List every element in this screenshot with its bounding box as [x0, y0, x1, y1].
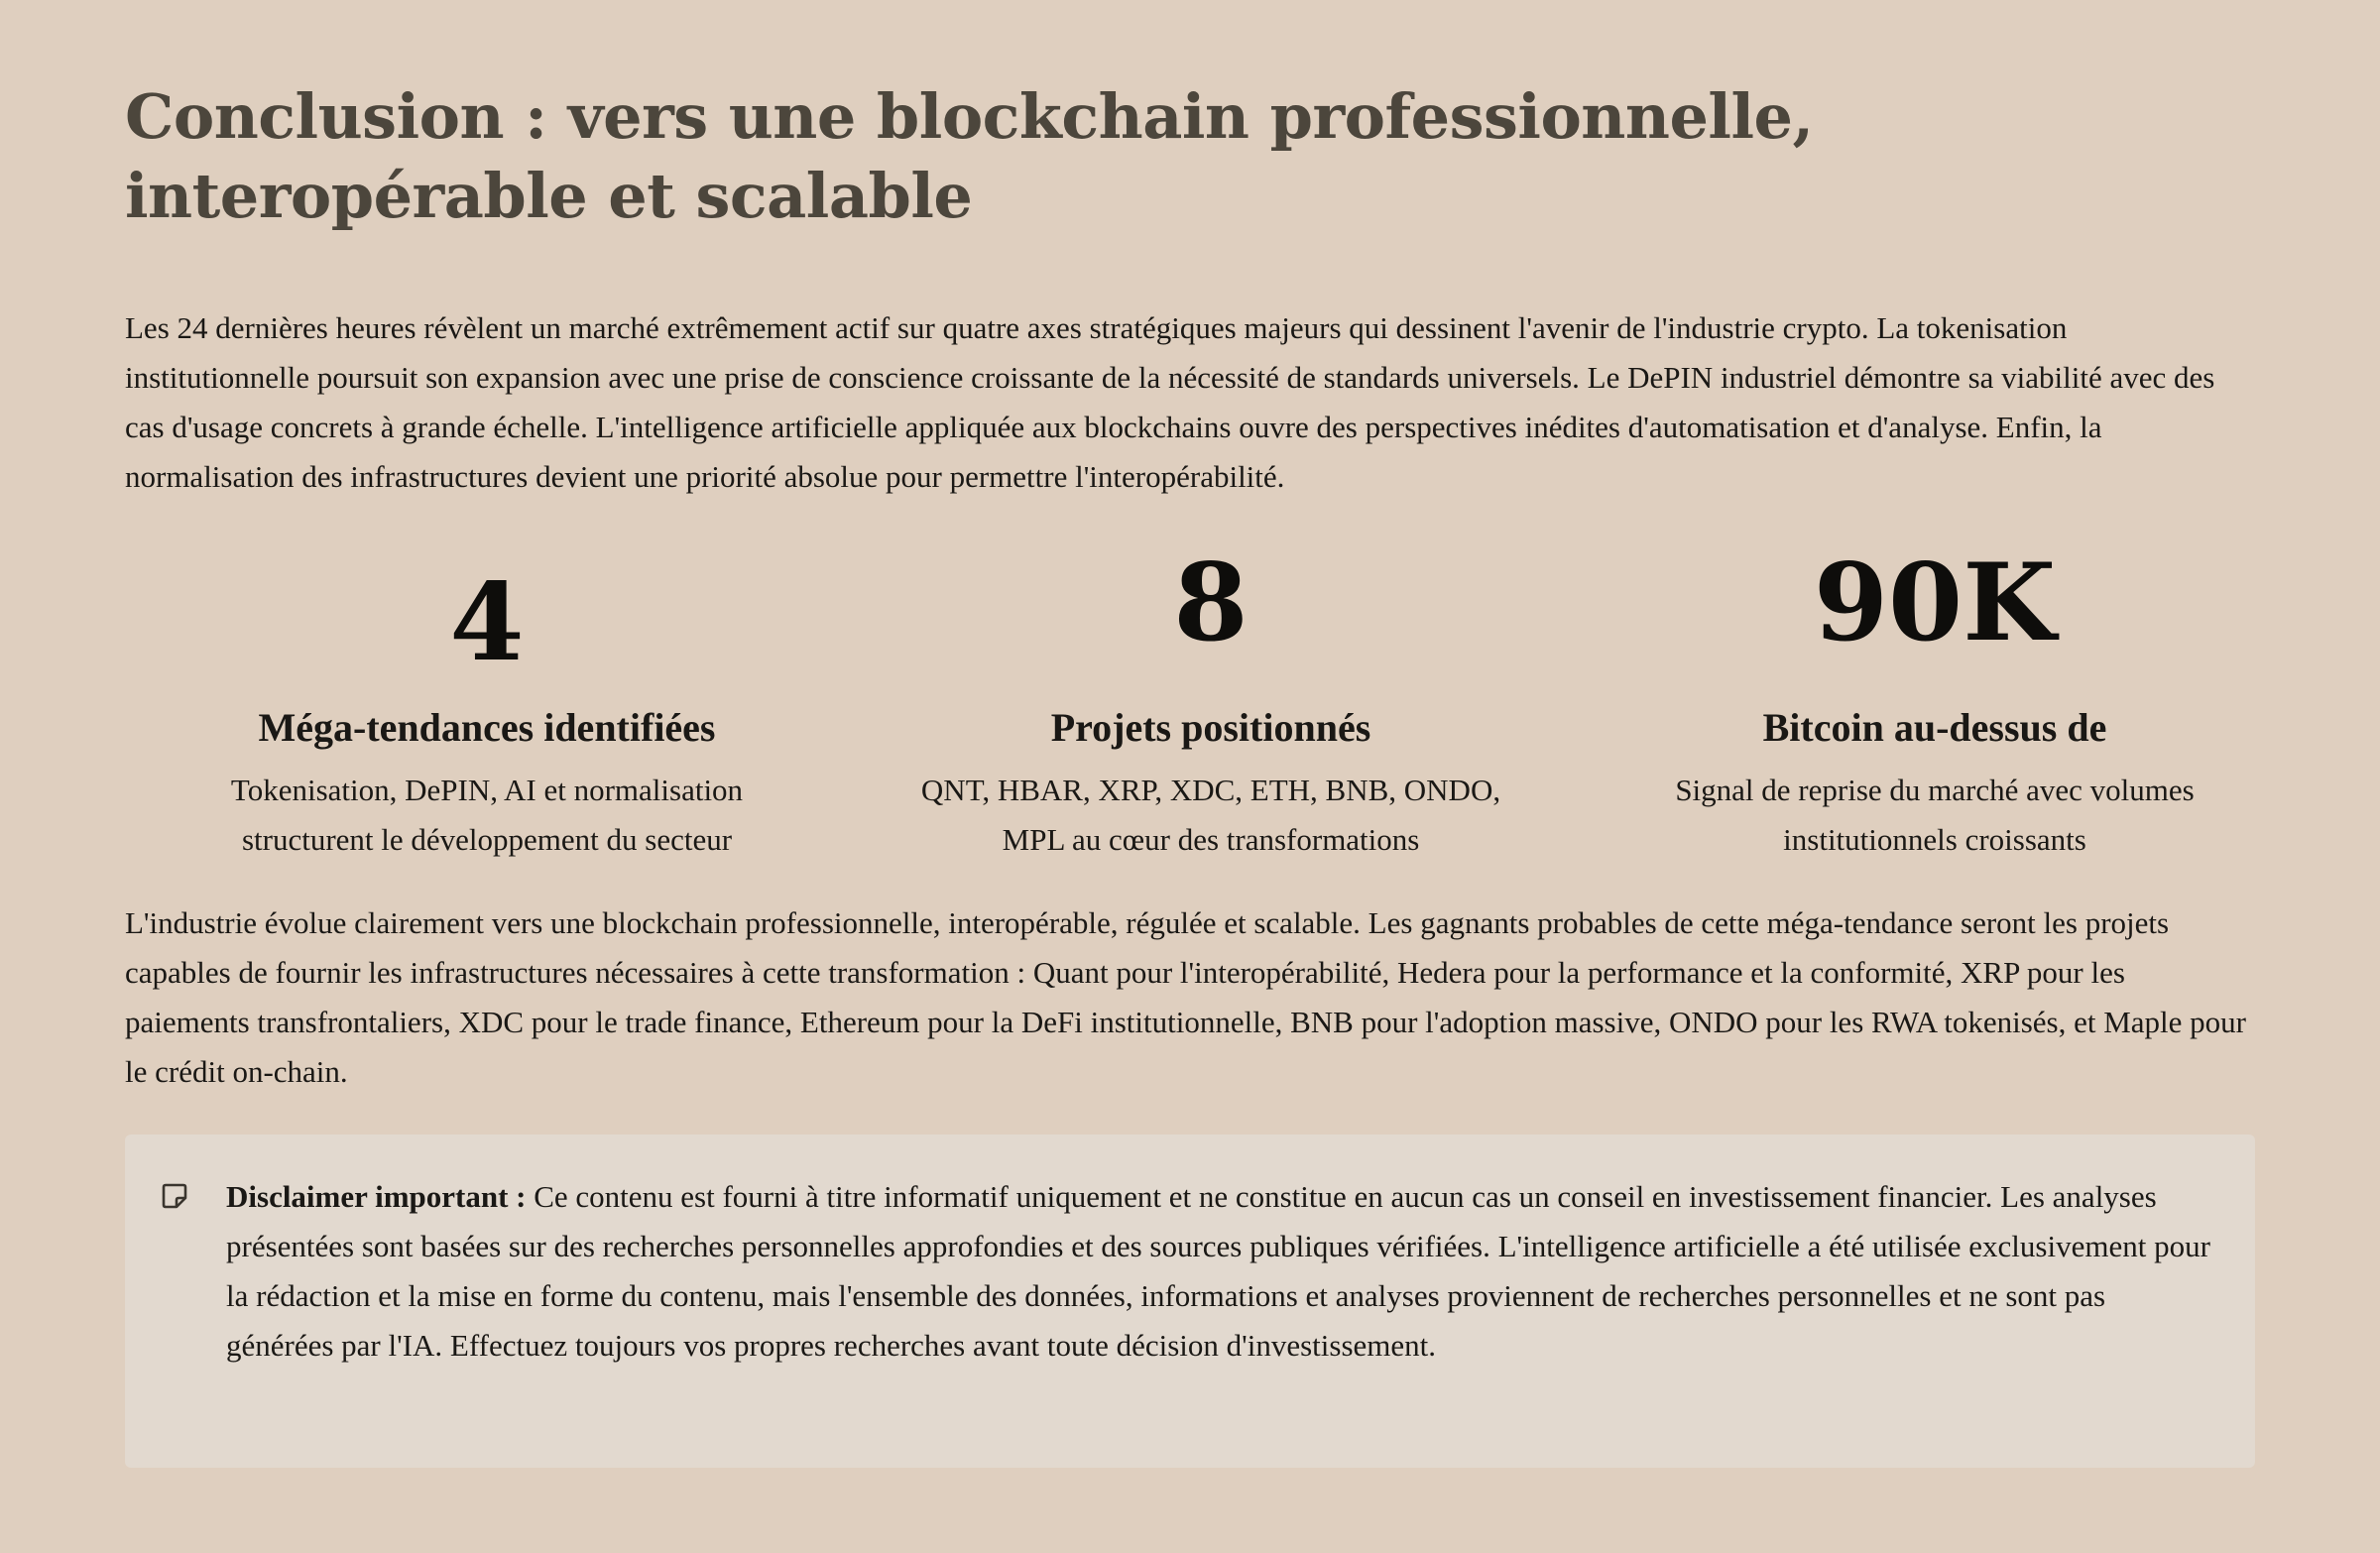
stat-card-projects	[849, 540, 1573, 865]
disclaimer-text	[226, 1172, 2219, 1371]
stat-description: Signal de reprise du marché avec volumes institutionnels croissants	[1675, 773, 2195, 857]
page-title: Conclusion : vers une blockchain professionnelle, interopérable et scalable	[125, 80, 1814, 232]
stat-value: 4	[449, 560, 525, 685]
stat-label: Projets positionnés	[1050, 705, 1371, 750]
stat-card-trends	[125, 543, 849, 865]
stat-value: 8	[1173, 540, 1249, 665]
disclaimer-label: Disclaimer important :	[226, 1179, 527, 1214]
stat-value: 90K	[1813, 540, 2057, 665]
stats-row	[125, 540, 2297, 865]
stat-description: Tokenisation, DePIN, AI et normalisation structurent le développement du secteur	[230, 773, 744, 857]
disclaimer-body: Ce contenu est fourni à titre informatif uniquement et ne constitue en aucun cas un conseil en investissement financier. Les analyses présentées sont basées sur des recherches personnelles approfondies et des sources publiques vérifiées. L'intelligence artificielle a été utilisée exclusivement pour la rédaction et la mise en forme du contenu, mais l'ensemble des données, informations et analyses proviennent de recherches personnelles et ne sont pas générées par l'IA. Effectuez toujours vos propres recherches avant toute décision d'investissement.	[226, 1179, 2210, 1363]
stat-description: QNT, HBAR, XRP, XDC, ETH, BNB, ONDO, MPL au cœur des transformations	[920, 773, 1501, 857]
stat-label: Méga-tendances identifiées	[258, 705, 716, 750]
outro-paragraph: L'industrie évolue clairement vers une blockchain professionnelle, interopérable, régulée et scalable. Les gagnants probables de cette méga-tendance seront les projets capables de fournir les infrastructures nécessaires à cette transformation : Quant pour l'interopérabilité, Hedera pour la performance et la conformité, XRP pour les paiements transfrontaliers, XDC pour le trade finance, Ethereum pour la DeFi institutionnelle, BNB pour l'adoption massive, ONDO pour les RWA tokenisés, et Maple pour le crédit on-chain.	[125, 905, 2246, 1089]
disclaimer-callout	[125, 1135, 2255, 1468]
stat-card-bitcoin	[1573, 540, 2297, 865]
stat-label: Bitcoin au-dessus de	[1762, 705, 2107, 750]
note-icon	[161, 1182, 188, 1210]
intro-paragraph: Les 24 dernières heures révèlent un marché extrêmement actif sur quatre axes stratégiques majeurs qui dessinent l'avenir de l'industrie crypto. La tokenisation institutionnelle poursuit son expansion avec une prise de conscience croissante de la nécessité de standards universels. Le DePIN industriel démontre sa viabilité avec des cas d'usage concrets à grande échelle. L'intelligence artificielle appliquée aux blockchains ouvre des perspectives inédites d'automatisation et d'analyse. Enfin, la normalisation des infrastructures devient une priorité absolue pour permettre l'interopérabilité.	[125, 310, 2215, 494]
